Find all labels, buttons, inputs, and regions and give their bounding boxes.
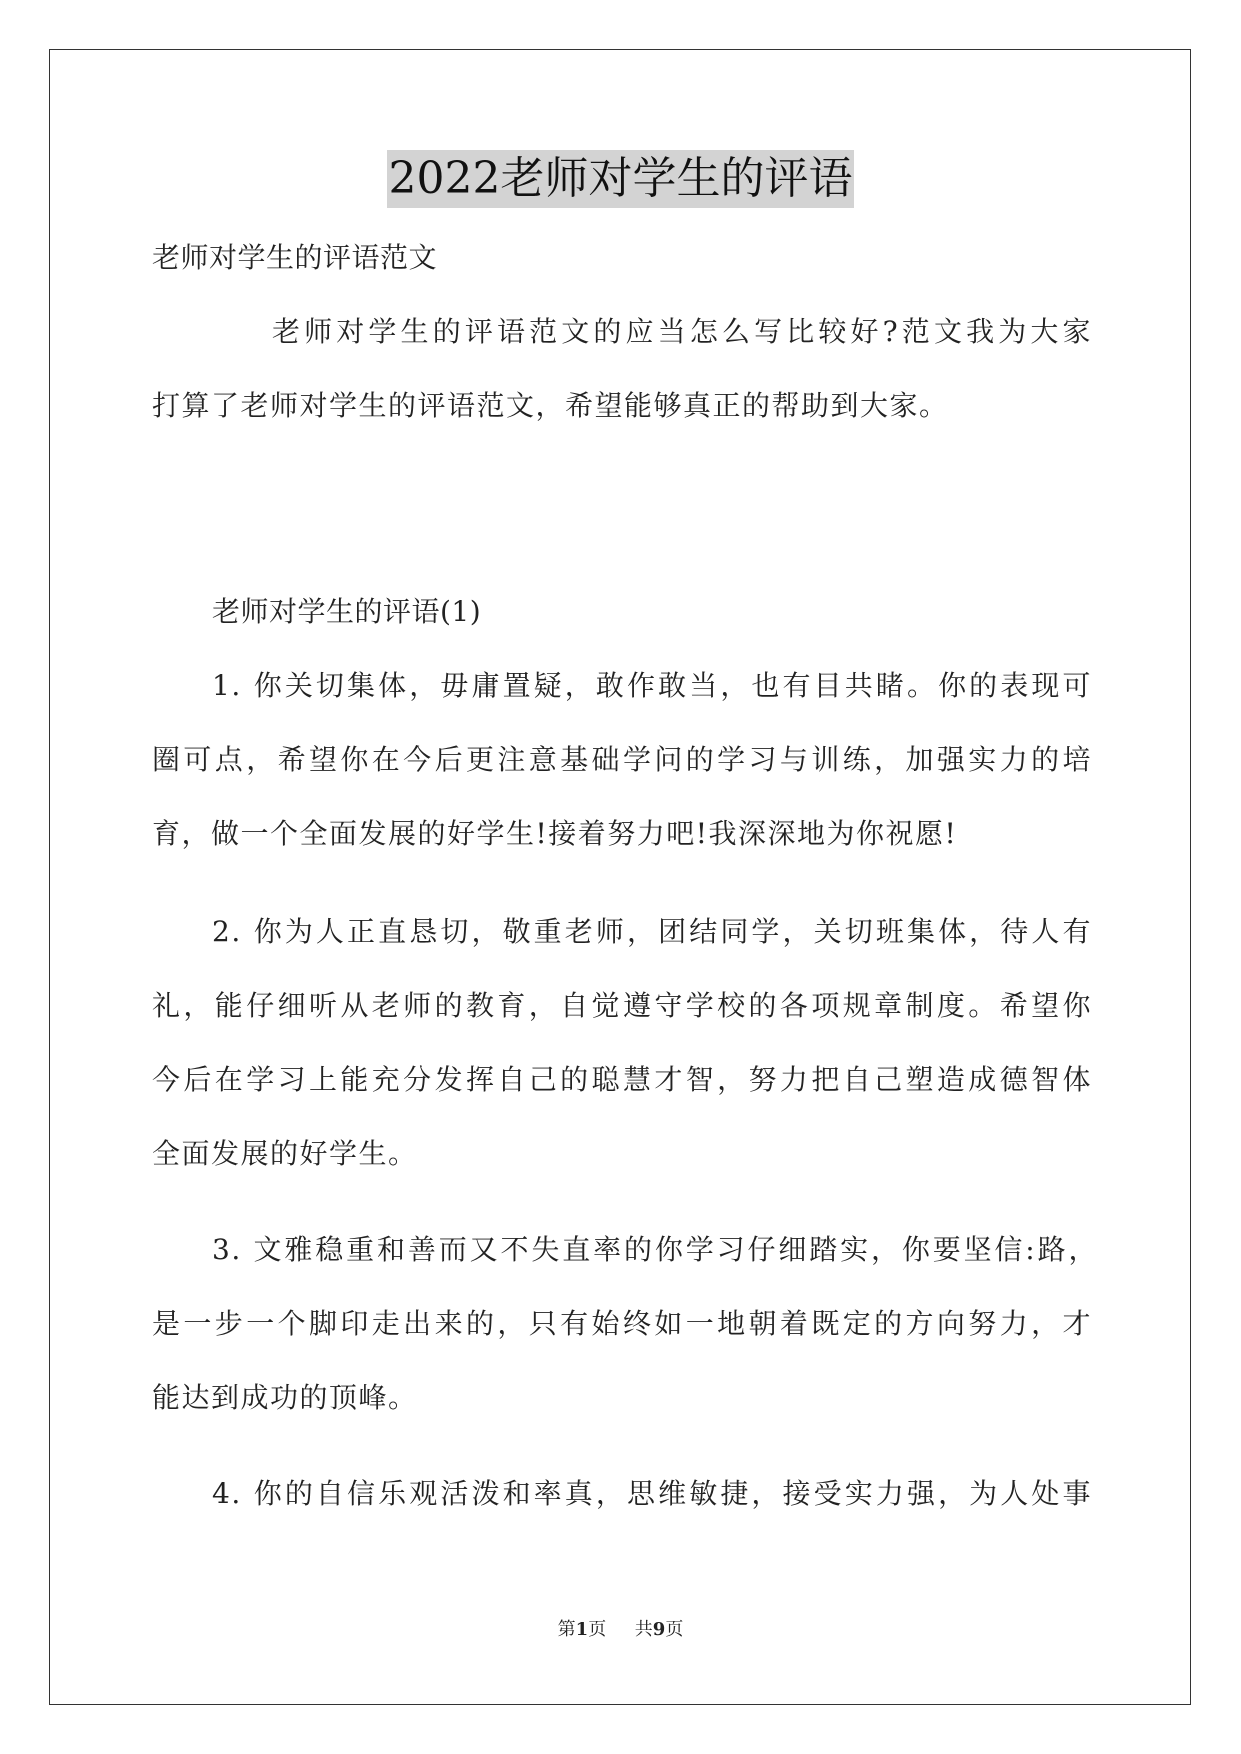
page-border <box>49 49 1191 1705</box>
intro-line-1: 老师对学生的评语范文的应当怎么写比较好?范文我为大家 <box>272 315 1092 348</box>
item3-line-3: 能达到成功的顶峰。 <box>152 1381 418 1414</box>
intro-line-2: 打算了老师对学生的评语范文，希望能够真正的帮助到大家。 <box>152 389 949 422</box>
item1-line-2: 圈可点，希望你在今后更注意基础学问的学习与训练，加强实力的培 <box>152 743 1092 776</box>
document-subtitle: 老师对学生的评语范文 <box>152 241 438 274</box>
title-container <box>0 150 1241 208</box>
item2-line-2: 礼，能仔细听从老师的教育，自觉遵守学校的各项规章制度。希望你 <box>152 989 1092 1022</box>
item3-line-1: 3. 文雅稳重和善而又不失直率的你学习仔细踏实，你要坚信:路， <box>212 1233 1098 1266</box>
item3-line-2: 是一步一个脚印走出来的，只有始终如一地朝着既定的方向努力，才 <box>152 1307 1092 1340</box>
item4-line-1: 4. 你的自信乐观活泼和率真，思维敏捷，接受实力强，为人处事 <box>212 1477 1092 1510</box>
footer-current-page: 1 <box>575 1619 589 1640</box>
document-title: 2022老师对学生的评语 <box>387 150 855 208</box>
footer-total-prefix: 共 <box>634 1619 653 1640</box>
item1-line-3: 育，做一个全面发展的好学生!接着努力吧!我深深地为你祝愿! <box>152 817 958 850</box>
page-footer <box>0 1618 1241 1642</box>
section-heading: 老师对学生的评语(1) <box>212 595 482 628</box>
item2-line-1: 2. 你为人正直恳切，敬重老师，团结同学，关切班集体，待人有 <box>212 915 1092 948</box>
footer-total-suffix: 页 <box>665 1619 684 1640</box>
item2-line-3: 今后在学习上能充分发挥自己的聪慧才智，努力把自己塑造成德智体 <box>152 1063 1092 1096</box>
item1-line-1: 1. 你关切集体，毋庸置疑，敢作敢当，也有目共睹。你的表现可 <box>212 669 1092 702</box>
footer-page-prefix: 第 <box>557 1619 576 1640</box>
footer-page-suffix: 页 <box>588 1619 607 1640</box>
item2-line-4: 全面发展的好学生。 <box>152 1137 418 1170</box>
footer-total-pages: 9 <box>652 1619 666 1640</box>
